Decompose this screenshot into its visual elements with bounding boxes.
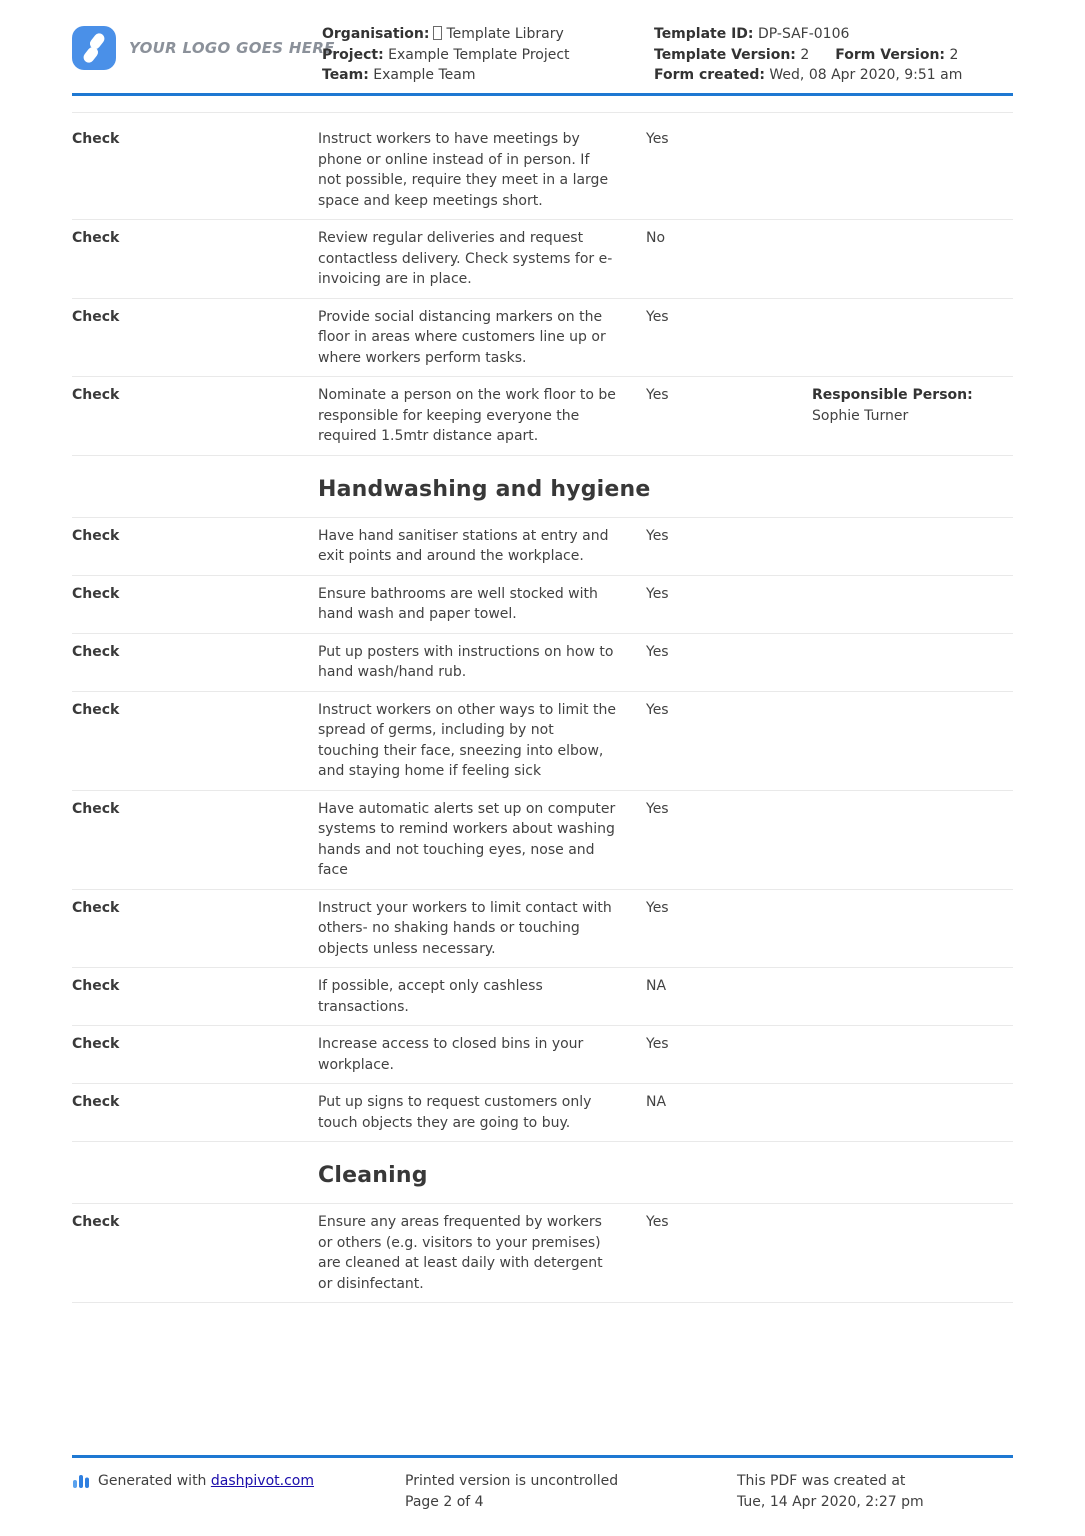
template-version-label: Template Version: <box>654 46 796 63</box>
logo-icon <box>72 26 116 70</box>
row-answer: Yes <box>646 131 669 147</box>
project-line <box>322 45 642 66</box>
form-created-label: Form created: <box>654 67 765 83</box>
footer-generated <box>72 1471 405 1512</box>
checklist-row <box>72 633 1013 691</box>
header-meta-left <box>322 24 642 86</box>
row-description: If possible, accept only cashless transactions. <box>318 978 543 1015</box>
row-extra <box>812 976 1013 1017</box>
row-label: Check <box>72 230 120 246</box>
row-description: Review regular deliveries and request contactless delivery. Check systems for e-invoicing are in place. <box>318 230 613 287</box>
checklist-row <box>72 967 1013 1025</box>
row-label: Check <box>72 978 120 994</box>
organisation-line <box>322 24 642 45</box>
checklist-row <box>72 1203 1013 1302</box>
header-meta-right <box>654 24 1013 86</box>
template-id-value: DP-SAF-0106 <box>757 26 850 42</box>
row-label: Check <box>72 585 120 602</box>
checklist-row <box>72 889 1013 968</box>
row-extra <box>812 898 1013 960</box>
row-description: Ensure bathrooms are well stocked with hand wash and paper towel. <box>318 585 598 622</box>
row-label: Check <box>72 701 120 718</box>
row-extra <box>812 584 1013 625</box>
team-label: Team: <box>322 67 369 83</box>
checklist-row <box>72 219 1013 298</box>
row-extra <box>812 228 1013 290</box>
row-description: Instruct workers to have meetings by phone or online instead of in person. If not possible, require they meet in a large space and keep meetings short. <box>318 131 609 209</box>
row-extra <box>812 307 1013 369</box>
section-heading-row <box>72 455 1013 517</box>
checklist-row <box>72 298 1013 377</box>
section-heading-cleaning: Cleaning <box>318 1163 428 1188</box>
template-id-label: Template ID: <box>654 26 754 42</box>
checklist-table <box>72 112 1013 1303</box>
form-created-line <box>654 65 1013 86</box>
pdf-created-timestamp: Tue, 14 Apr 2020, 2:27 pm <box>737 1493 924 1510</box>
logo <box>72 26 335 70</box>
row-label: Check <box>72 308 120 325</box>
row-label: Check <box>72 387 120 403</box>
row-answer: Yes <box>646 899 669 916</box>
checklist-row <box>72 112 1013 219</box>
responsible-person-value: Sophie Turner <box>812 407 909 424</box>
row-description: Put up posters with instructions on how to hand wash/hand rub. <box>318 643 614 680</box>
dashpivot-link[interactable]: dashpivot.com <box>210 1473 314 1489</box>
row-label: Check <box>72 800 120 817</box>
row-label: Check <box>72 527 120 544</box>
checklist-row <box>72 376 1013 455</box>
row-description: Have automatic alerts set up on computer systems to remind workers about washing hands and not touching eyes, nose and face <box>318 800 616 878</box>
row-label: Check <box>72 643 120 660</box>
row-label: Check <box>72 131 120 147</box>
checklist-row <box>72 691 1013 790</box>
footer-created <box>737 1471 1013 1512</box>
row-description: Have hand sanitiser stations at entry and exit points and around the workplace. <box>318 527 609 564</box>
row-label: Check <box>72 1036 120 1052</box>
row-extra <box>812 642 1013 683</box>
responsible-person-label: Responsible Person: <box>812 387 973 403</box>
organisation-label: Organisation: <box>322 26 430 42</box>
row-extra <box>812 526 1013 567</box>
checklist-row <box>72 1083 1013 1141</box>
missing-glyph-box <box>433 26 442 40</box>
row-answer: Yes <box>646 701 669 718</box>
row-extra <box>812 700 1013 782</box>
logo-placeholder-text: YOUR LOGO GOES HERE <box>129 39 335 57</box>
row-answer: Yes <box>646 643 669 660</box>
row-extra <box>812 1092 1013 1133</box>
footer-center <box>405 1471 737 1512</box>
row-label: Check <box>72 1214 120 1230</box>
checklist-row <box>72 517 1013 575</box>
row-description: Put up signs to request customers only touch objects they are going to buy. <box>318 1094 592 1131</box>
row-label: Check <box>72 1094 120 1110</box>
checklist-row <box>72 1025 1013 1083</box>
template-id-line <box>654 24 1013 45</box>
row-description: Instruct workers on other ways to limit the spread of germs, including by not touching their face, sneezing into elbow, and staying home if feeling sick <box>318 701 616 779</box>
bar-chart-icon <box>72 1472 90 1490</box>
organisation-value: Template Library <box>446 26 564 42</box>
row-answer: No <box>646 230 666 246</box>
section-heading-row <box>72 1141 1013 1203</box>
row-answer: Yes <box>646 527 669 544</box>
project-value: Example Template Project <box>388 46 570 63</box>
row-label: Check <box>72 899 120 916</box>
row-answer: Yes <box>646 1036 669 1052</box>
checklist-row <box>72 575 1013 633</box>
row-description: Instruct your workers to limit contact with others- no shaking hands or touching objects unless necessary. <box>318 899 612 957</box>
row-extra <box>812 799 1013 881</box>
row-responsible <box>812 385 1013 447</box>
row-answer: Yes <box>646 585 669 602</box>
row-answer: NA <box>646 978 667 994</box>
row-answer: Yes <box>646 308 669 325</box>
pdf-created-text: This PDF was created at <box>737 1473 906 1489</box>
page-header <box>72 24 1013 86</box>
row-answer: Yes <box>646 387 669 403</box>
checklist-row <box>72 790 1013 889</box>
generated-with-text: Generated with <box>98 1473 211 1489</box>
section-heading-hygiene: Handwashing and hygiene <box>318 476 651 502</box>
uncontrolled-text: Printed version is uncontrolled <box>405 1473 619 1489</box>
row-answer: Yes <box>646 1214 669 1230</box>
row-extra <box>812 129 1013 211</box>
versions-line <box>654 45 1013 66</box>
page-footer <box>72 1455 1013 1512</box>
form-created-value: Wed, 08 Apr 2020, 9:51 am <box>769 67 963 83</box>
row-extra <box>812 1212 1013 1294</box>
row-extra <box>812 1034 1013 1075</box>
page-number: Page 2 of 4 <box>405 1493 484 1510</box>
form-version-value: 2 <box>949 46 959 63</box>
project-label: Project: <box>322 46 384 63</box>
header-divider <box>72 93 1013 96</box>
row-description: Nominate a person on the work floor to be responsible for keeping everyone the required 1.5mtr distance apart. <box>318 387 616 444</box>
row-description: Increase access to closed bins in your workplace. <box>318 1036 584 1073</box>
row-answer: Yes <box>646 800 669 817</box>
template-version-value: 2 <box>800 46 810 63</box>
row-answer: NA <box>646 1094 667 1110</box>
team-value: Example Team <box>373 67 476 83</box>
row-description: Ensure any areas frequented by workers or others (e.g. visitors to your premises) are cleaned at least daily with detergent or disinfectant. <box>318 1214 603 1292</box>
team-line <box>322 65 642 86</box>
row-description: Provide social distancing markers on the floor in areas where customers line up or where workers perform tasks. <box>318 308 606 366</box>
form-version-label: Form Version: <box>835 46 946 63</box>
